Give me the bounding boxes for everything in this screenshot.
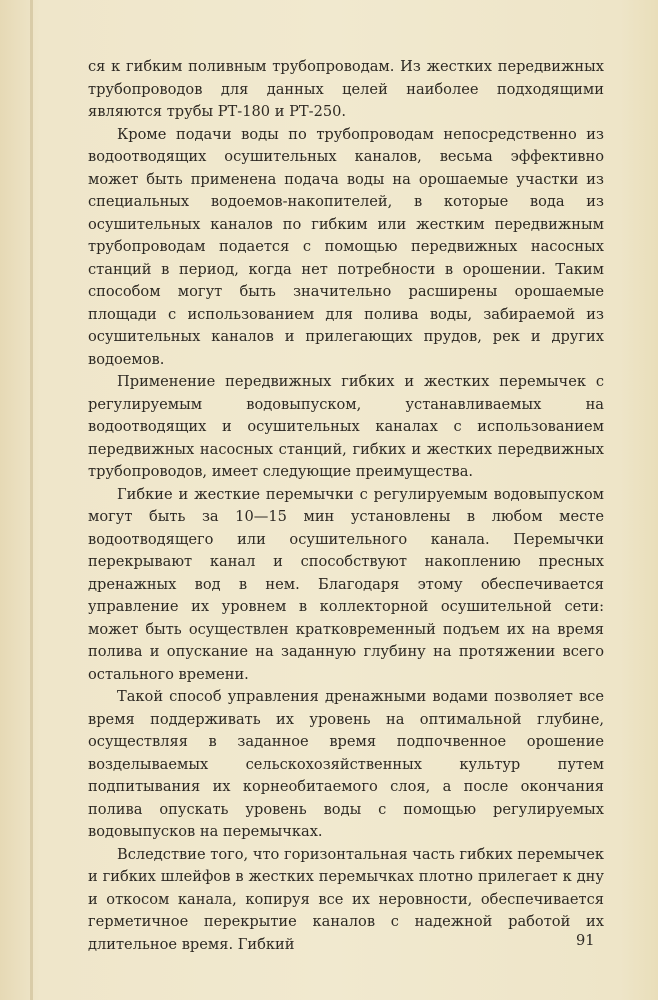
body-text (88, 56, 604, 956)
page-spine-shadow (30, 0, 33, 1000)
paragraph-2: Кроме подачи воды по трубопроводам непосредственно из водоотводящих осушительных каналов, весьма эффективно может быть применена подача воды на орошаемые участки из специальных водоемов-накопителей, в которые вода из осушительных каналов по гибким или жестким передвижным трубопроводам подается с помощью передвижных насосных станций в период, когда нет потребности в орошении. Таким способом могут быть значительно расширены орошаемые площади с использованием для полива воды, забираемой из осушительных каналов и прилегающих прудов, рек и других водоемов. (88, 125, 604, 368)
paragraph-6: Вследствие того, что горизонтальная часть гибких перемычек и гибких шлейфов в жестких перемычках плотно прилегает к дну и откосом канала, копируя все их неровности, обеспечивается герметичное перекрытие каналов с надежной работой их длительное время. Гибкий (88, 845, 604, 953)
paragraph-5: Такой способ управления дренажными водами позволяет все время поддерживать их уровень на оптимальной глубине, осуществляя в заданное время подпочвенное орошение возделываемых сельскохозяйственных культур путем подпитывания их корнеобитаемого слоя, а после окончания полива опускать уровень воды с помощью регулируемых водовыпусков на перемычках. (88, 688, 604, 840)
paragraph-4: Гибкие и жесткие перемычки с регулируемым водовыпуском могут быть за 10—15 мин установлены в любом месте водоотводящего или осушительного канала. Перемычки перекрывают канал и способствуют накоплению пресных дренажных вод в нем. Благодаря этому обеспечивается управление их уровнем в коллекторной осушительной сети: может быть осуществлен кратковременный подъем их на время полива и опускание на заданную глубину на протяжении всего остального времени. (88, 485, 604, 683)
page-number: 91 (576, 932, 595, 949)
paragraph-1: ся к гибким поливным трубопроводам. Из жестких передвижных трубопроводов для данных целей наиболее подходящими являются трубы РТ-180 и РТ-250. (88, 58, 604, 120)
paragraph-3: Применение передвижных гибких и жестких перемычек с регулируемым водовыпуском, устанавливаемых на водоотводящих и осушительных каналах с использованием передвижных насосных станций, гибких и жестких передвижных трубопроводов, имеет следующие преимущества. (88, 373, 604, 480)
